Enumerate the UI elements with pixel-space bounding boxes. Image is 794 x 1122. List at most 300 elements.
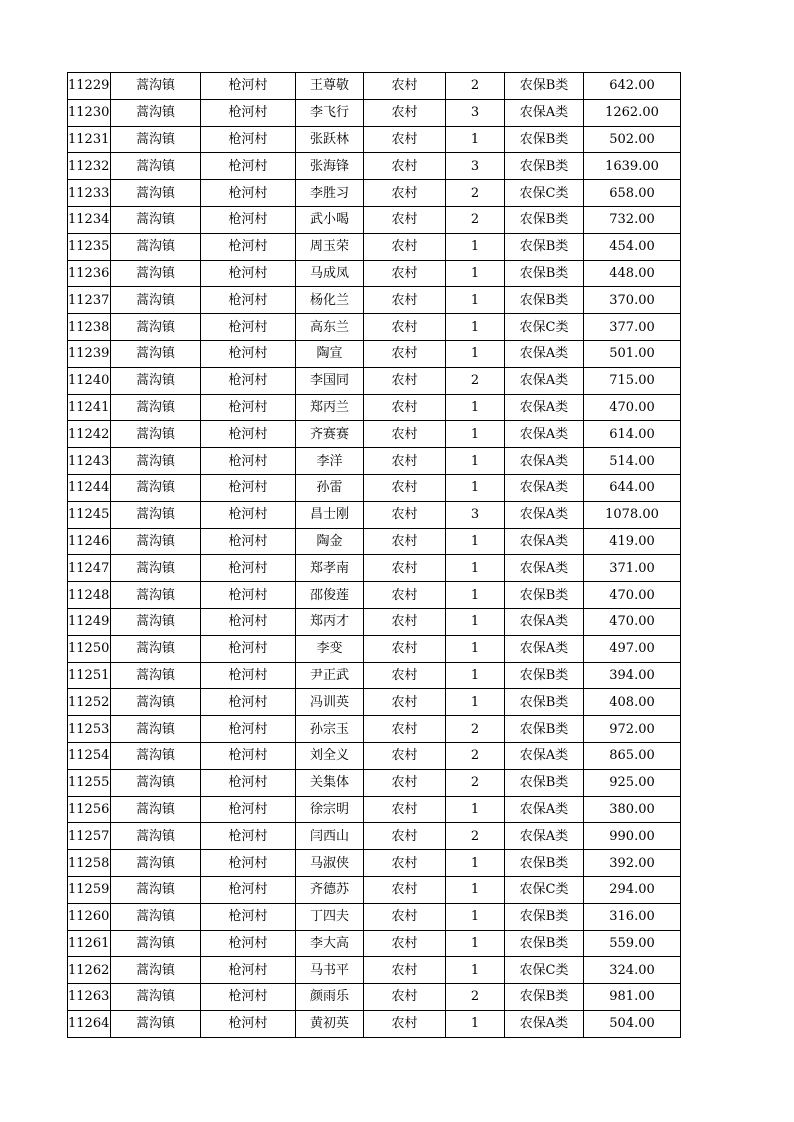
name-cell: 徐宗明 bbox=[296, 796, 364, 823]
insurance-class-cell: 农保A类 bbox=[505, 555, 584, 582]
amount-cell: 501.00 bbox=[584, 340, 681, 367]
household-size-cell: 2 bbox=[446, 823, 505, 850]
household-size-cell: 2 bbox=[446, 984, 505, 1011]
household-size-cell: 1 bbox=[446, 314, 505, 341]
record-id: 11237 bbox=[68, 287, 111, 314]
area-type-cell: 农村 bbox=[364, 769, 446, 796]
table-row bbox=[68, 823, 681, 850]
town-cell: 蒿沟镇 bbox=[111, 850, 201, 877]
record-id: 11255 bbox=[68, 769, 111, 796]
name-cell: 郑孝南 bbox=[296, 555, 364, 582]
name-cell: 孙宗玉 bbox=[296, 716, 364, 743]
name-cell: 王尊敬 bbox=[296, 73, 364, 100]
town-cell: 蒿沟镇 bbox=[111, 340, 201, 367]
area-type-cell: 农村 bbox=[364, 501, 446, 528]
town-cell: 蒿沟镇 bbox=[111, 984, 201, 1011]
record-id: 11257 bbox=[68, 823, 111, 850]
town-cell: 蒿沟镇 bbox=[111, 528, 201, 555]
village-cell: 枪河村 bbox=[201, 957, 296, 984]
area-type-cell: 农村 bbox=[364, 528, 446, 555]
record-id: 11246 bbox=[68, 528, 111, 555]
insurance-class-cell: 农保A类 bbox=[505, 367, 584, 394]
table-row bbox=[68, 1010, 681, 1037]
table-row bbox=[68, 394, 681, 421]
record-id: 11236 bbox=[68, 260, 111, 287]
household-size-cell: 2 bbox=[446, 742, 505, 769]
insurance-class-cell: 农保A类 bbox=[505, 448, 584, 475]
table-row bbox=[68, 876, 681, 903]
village-cell: 枪河村 bbox=[201, 716, 296, 743]
record-id: 11247 bbox=[68, 555, 111, 582]
table-row bbox=[68, 957, 681, 984]
name-cell: 张海锋 bbox=[296, 153, 364, 180]
record-id: 11234 bbox=[68, 206, 111, 233]
area-type-cell: 农村 bbox=[364, 608, 446, 635]
area-type-cell: 农村 bbox=[364, 742, 446, 769]
roster-table bbox=[67, 72, 681, 1038]
village-cell: 枪河村 bbox=[201, 930, 296, 957]
area-type-cell: 农村 bbox=[364, 876, 446, 903]
insurance-class-cell: 农保B类 bbox=[505, 903, 584, 930]
table-row bbox=[68, 635, 681, 662]
table-row bbox=[68, 662, 681, 689]
village-cell: 枪河村 bbox=[201, 689, 296, 716]
amount-cell: 454.00 bbox=[584, 233, 681, 260]
name-cell: 高东兰 bbox=[296, 314, 364, 341]
area-type-cell: 农村 bbox=[364, 367, 446, 394]
household-size-cell: 2 bbox=[446, 769, 505, 796]
name-cell: 李国同 bbox=[296, 367, 364, 394]
village-cell: 枪河村 bbox=[201, 769, 296, 796]
amount-cell: 370.00 bbox=[584, 287, 681, 314]
record-id: 11258 bbox=[68, 850, 111, 877]
household-size-cell: 2 bbox=[446, 716, 505, 743]
record-id: 11235 bbox=[68, 233, 111, 260]
insurance-class-cell: 农保B类 bbox=[505, 582, 584, 609]
town-cell: 蒿沟镇 bbox=[111, 582, 201, 609]
village-cell: 枪河村 bbox=[201, 314, 296, 341]
table-row bbox=[68, 716, 681, 743]
village-cell: 枪河村 bbox=[201, 582, 296, 609]
table-row bbox=[68, 608, 681, 635]
village-cell: 枪河村 bbox=[201, 823, 296, 850]
table-row bbox=[68, 903, 681, 930]
name-cell: 闫西山 bbox=[296, 823, 364, 850]
amount-cell: 1262.00 bbox=[584, 99, 681, 126]
town-cell: 蒿沟镇 bbox=[111, 260, 201, 287]
amount-cell: 502.00 bbox=[584, 126, 681, 153]
household-size-cell: 1 bbox=[446, 340, 505, 367]
area-type-cell: 农村 bbox=[364, 930, 446, 957]
amount-cell: 394.00 bbox=[584, 662, 681, 689]
household-size-cell: 3 bbox=[446, 501, 505, 528]
amount-cell: 371.00 bbox=[584, 555, 681, 582]
insurance-class-cell: 农保B类 bbox=[505, 689, 584, 716]
name-cell: 杨化兰 bbox=[296, 287, 364, 314]
town-cell: 蒿沟镇 bbox=[111, 742, 201, 769]
table-row bbox=[68, 260, 681, 287]
amount-cell: 642.00 bbox=[584, 73, 681, 100]
village-cell: 枪河村 bbox=[201, 1010, 296, 1037]
insurance-class-cell: 农保B类 bbox=[505, 930, 584, 957]
town-cell: 蒿沟镇 bbox=[111, 903, 201, 930]
amount-cell: 419.00 bbox=[584, 528, 681, 555]
town-cell: 蒿沟镇 bbox=[111, 689, 201, 716]
village-cell: 枪河村 bbox=[201, 850, 296, 877]
village-cell: 枪河村 bbox=[201, 73, 296, 100]
table-row bbox=[68, 448, 681, 475]
name-cell: 马成凤 bbox=[296, 260, 364, 287]
amount-cell: 324.00 bbox=[584, 957, 681, 984]
town-cell: 蒿沟镇 bbox=[111, 876, 201, 903]
insurance-class-cell: 农保C类 bbox=[505, 180, 584, 207]
record-id: 11256 bbox=[68, 796, 111, 823]
table-row bbox=[68, 555, 681, 582]
household-size-cell: 1 bbox=[446, 930, 505, 957]
amount-cell: 732.00 bbox=[584, 206, 681, 233]
household-size-cell: 1 bbox=[446, 474, 505, 501]
household-size-cell: 1 bbox=[446, 448, 505, 475]
insurance-class-cell: 农保A类 bbox=[505, 742, 584, 769]
area-type-cell: 农村 bbox=[364, 984, 446, 1011]
record-id: 11262 bbox=[68, 957, 111, 984]
area-type-cell: 农村 bbox=[364, 314, 446, 341]
record-id: 11238 bbox=[68, 314, 111, 341]
area-type-cell: 农村 bbox=[364, 126, 446, 153]
area-type-cell: 农村 bbox=[364, 73, 446, 100]
table-row bbox=[68, 689, 681, 716]
name-cell: 丁四夫 bbox=[296, 903, 364, 930]
town-cell: 蒿沟镇 bbox=[111, 957, 201, 984]
household-size-cell: 1 bbox=[446, 957, 505, 984]
household-size-cell: 1 bbox=[446, 1010, 505, 1037]
insurance-class-cell: 农保B类 bbox=[505, 850, 584, 877]
household-size-cell: 1 bbox=[446, 582, 505, 609]
household-size-cell: 1 bbox=[446, 260, 505, 287]
table-row bbox=[68, 206, 681, 233]
record-id: 11242 bbox=[68, 421, 111, 448]
insurance-class-cell: 农保B类 bbox=[505, 153, 584, 180]
town-cell: 蒿沟镇 bbox=[111, 608, 201, 635]
name-cell: 马淑侠 bbox=[296, 850, 364, 877]
table-row bbox=[68, 287, 681, 314]
village-cell: 枪河村 bbox=[201, 180, 296, 207]
area-type-cell: 农村 bbox=[364, 394, 446, 421]
table-row bbox=[68, 180, 681, 207]
area-type-cell: 农村 bbox=[364, 206, 446, 233]
amount-cell: 316.00 bbox=[584, 903, 681, 930]
insurance-class-cell: 农保B类 bbox=[505, 126, 584, 153]
name-cell: 齐德苏 bbox=[296, 876, 364, 903]
area-type-cell: 农村 bbox=[364, 448, 446, 475]
town-cell: 蒿沟镇 bbox=[111, 314, 201, 341]
record-id: 11233 bbox=[68, 180, 111, 207]
amount-cell: 559.00 bbox=[584, 930, 681, 957]
name-cell: 颜雨乐 bbox=[296, 984, 364, 1011]
household-size-cell: 1 bbox=[446, 876, 505, 903]
insurance-class-cell: 农保A类 bbox=[505, 394, 584, 421]
area-type-cell: 农村 bbox=[364, 99, 446, 126]
name-cell: 马书平 bbox=[296, 957, 364, 984]
household-size-cell: 1 bbox=[446, 903, 505, 930]
table-row bbox=[68, 233, 681, 260]
area-type-cell: 农村 bbox=[364, 260, 446, 287]
amount-cell: 408.00 bbox=[584, 689, 681, 716]
village-cell: 枪河村 bbox=[201, 796, 296, 823]
area-type-cell: 农村 bbox=[364, 1010, 446, 1037]
table-row bbox=[68, 930, 681, 957]
village-cell: 枪河村 bbox=[201, 662, 296, 689]
area-type-cell: 农村 bbox=[364, 689, 446, 716]
town-cell: 蒿沟镇 bbox=[111, 769, 201, 796]
name-cell: 齐赛赛 bbox=[296, 421, 364, 448]
record-id: 11249 bbox=[68, 608, 111, 635]
village-cell: 枪河村 bbox=[201, 876, 296, 903]
amount-cell: 380.00 bbox=[584, 796, 681, 823]
household-size-cell: 3 bbox=[446, 99, 505, 126]
amount-cell: 925.00 bbox=[584, 769, 681, 796]
town-cell: 蒿沟镇 bbox=[111, 501, 201, 528]
name-cell: 郑丙才 bbox=[296, 608, 364, 635]
table-row bbox=[68, 367, 681, 394]
name-cell: 周玉荣 bbox=[296, 233, 364, 260]
record-id: 11250 bbox=[68, 635, 111, 662]
table-row bbox=[68, 582, 681, 609]
area-type-cell: 农村 bbox=[364, 340, 446, 367]
insurance-class-cell: 农保A类 bbox=[505, 823, 584, 850]
area-type-cell: 农村 bbox=[364, 850, 446, 877]
record-id: 11264 bbox=[68, 1010, 111, 1037]
insurance-class-cell: 农保B类 bbox=[505, 287, 584, 314]
amount-cell: 377.00 bbox=[584, 314, 681, 341]
amount-cell: 990.00 bbox=[584, 823, 681, 850]
household-size-cell: 1 bbox=[446, 528, 505, 555]
town-cell: 蒿沟镇 bbox=[111, 233, 201, 260]
amount-cell: 470.00 bbox=[584, 608, 681, 635]
area-type-cell: 农村 bbox=[364, 716, 446, 743]
amount-cell: 448.00 bbox=[584, 260, 681, 287]
village-cell: 枪河村 bbox=[201, 394, 296, 421]
insurance-class-cell: 农保C类 bbox=[505, 957, 584, 984]
amount-cell: 1639.00 bbox=[584, 153, 681, 180]
name-cell: 李飞行 bbox=[296, 99, 364, 126]
town-cell: 蒿沟镇 bbox=[111, 126, 201, 153]
amount-cell: 715.00 bbox=[584, 367, 681, 394]
insurance-class-cell: 农保A类 bbox=[505, 796, 584, 823]
record-id: 11243 bbox=[68, 448, 111, 475]
household-size-cell: 1 bbox=[446, 287, 505, 314]
name-cell: 陶金 bbox=[296, 528, 364, 555]
record-id: 11254 bbox=[68, 742, 111, 769]
table-row bbox=[68, 99, 681, 126]
record-id: 11240 bbox=[68, 367, 111, 394]
household-size-cell: 1 bbox=[446, 689, 505, 716]
record-id: 11263 bbox=[68, 984, 111, 1011]
record-id: 11248 bbox=[68, 582, 111, 609]
amount-cell: 865.00 bbox=[584, 742, 681, 769]
town-cell: 蒿沟镇 bbox=[111, 421, 201, 448]
table-row bbox=[68, 796, 681, 823]
name-cell: 黄初英 bbox=[296, 1010, 364, 1037]
record-id: 11245 bbox=[68, 501, 111, 528]
village-cell: 枪河村 bbox=[201, 153, 296, 180]
household-size-cell: 1 bbox=[446, 635, 505, 662]
village-cell: 枪河村 bbox=[201, 421, 296, 448]
area-type-cell: 农村 bbox=[364, 823, 446, 850]
town-cell: 蒿沟镇 bbox=[111, 394, 201, 421]
village-cell: 枪河村 bbox=[201, 555, 296, 582]
record-id: 11229 bbox=[68, 73, 111, 100]
name-cell: 张跃林 bbox=[296, 126, 364, 153]
insurance-class-cell: 农保A类 bbox=[505, 1010, 584, 1037]
area-type-cell: 农村 bbox=[364, 582, 446, 609]
name-cell: 李洋 bbox=[296, 448, 364, 475]
household-size-cell: 1 bbox=[446, 394, 505, 421]
name-cell: 昌士刚 bbox=[296, 501, 364, 528]
area-type-cell: 农村 bbox=[364, 474, 446, 501]
household-size-cell: 1 bbox=[446, 421, 505, 448]
household-size-cell: 2 bbox=[446, 73, 505, 100]
area-type-cell: 农村 bbox=[364, 287, 446, 314]
village-cell: 枪河村 bbox=[201, 635, 296, 662]
area-type-cell: 农村 bbox=[364, 957, 446, 984]
record-id: 11232 bbox=[68, 153, 111, 180]
amount-cell: 514.00 bbox=[584, 448, 681, 475]
record-id: 11252 bbox=[68, 689, 111, 716]
insurance-class-cell: 农保C类 bbox=[505, 314, 584, 341]
record-id: 11230 bbox=[68, 99, 111, 126]
town-cell: 蒿沟镇 bbox=[111, 180, 201, 207]
village-cell: 枪河村 bbox=[201, 448, 296, 475]
household-size-cell: 2 bbox=[446, 206, 505, 233]
table-row bbox=[68, 73, 681, 100]
record-id: 11253 bbox=[68, 716, 111, 743]
household-size-cell: 1 bbox=[446, 608, 505, 635]
town-cell: 蒿沟镇 bbox=[111, 99, 201, 126]
table-row bbox=[68, 769, 681, 796]
household-size-cell: 3 bbox=[446, 153, 505, 180]
record-id: 11259 bbox=[68, 876, 111, 903]
area-type-cell: 农村 bbox=[364, 153, 446, 180]
household-size-cell: 1 bbox=[446, 555, 505, 582]
town-cell: 蒿沟镇 bbox=[111, 823, 201, 850]
record-id: 11260 bbox=[68, 903, 111, 930]
village-cell: 枪河村 bbox=[201, 206, 296, 233]
town-cell: 蒿沟镇 bbox=[111, 73, 201, 100]
insurance-class-cell: 农保A类 bbox=[505, 608, 584, 635]
village-cell: 枪河村 bbox=[201, 608, 296, 635]
area-type-cell: 农村 bbox=[364, 662, 446, 689]
amount-cell: 658.00 bbox=[584, 180, 681, 207]
amount-cell: 294.00 bbox=[584, 876, 681, 903]
record-id: 11239 bbox=[68, 340, 111, 367]
amount-cell: 1078.00 bbox=[584, 501, 681, 528]
area-type-cell: 农村 bbox=[364, 903, 446, 930]
village-cell: 枪河村 bbox=[201, 260, 296, 287]
insurance-class-cell: 农保A类 bbox=[505, 474, 584, 501]
town-cell: 蒿沟镇 bbox=[111, 930, 201, 957]
household-size-cell: 1 bbox=[446, 796, 505, 823]
record-id: 11244 bbox=[68, 474, 111, 501]
village-cell: 枪河村 bbox=[201, 474, 296, 501]
roster-body bbox=[68, 73, 681, 1038]
table-row bbox=[68, 501, 681, 528]
insurance-class-cell: 农保A类 bbox=[505, 99, 584, 126]
table-row bbox=[68, 126, 681, 153]
village-cell: 枪河村 bbox=[201, 287, 296, 314]
name-cell: 尹正武 bbox=[296, 662, 364, 689]
town-cell: 蒿沟镇 bbox=[111, 448, 201, 475]
table-row bbox=[68, 528, 681, 555]
insurance-class-cell: 农保B类 bbox=[505, 769, 584, 796]
insurance-class-cell: 农保B类 bbox=[505, 984, 584, 1011]
town-cell: 蒿沟镇 bbox=[111, 206, 201, 233]
amount-cell: 981.00 bbox=[584, 984, 681, 1011]
amount-cell: 504.00 bbox=[584, 1010, 681, 1037]
insurance-class-cell: 农保A类 bbox=[505, 340, 584, 367]
village-cell: 枪河村 bbox=[201, 99, 296, 126]
insurance-class-cell: 农保B类 bbox=[505, 662, 584, 689]
town-cell: 蒿沟镇 bbox=[111, 474, 201, 501]
town-cell: 蒿沟镇 bbox=[111, 662, 201, 689]
village-cell: 枪河村 bbox=[201, 528, 296, 555]
village-cell: 枪河村 bbox=[201, 742, 296, 769]
insurance-class-cell: 农保B类 bbox=[505, 716, 584, 743]
table-row bbox=[68, 742, 681, 769]
town-cell: 蒿沟镇 bbox=[111, 635, 201, 662]
table-row bbox=[68, 421, 681, 448]
insurance-class-cell: 农保A类 bbox=[505, 528, 584, 555]
town-cell: 蒿沟镇 bbox=[111, 796, 201, 823]
area-type-cell: 农村 bbox=[364, 555, 446, 582]
area-type-cell: 农村 bbox=[364, 635, 446, 662]
town-cell: 蒿沟镇 bbox=[111, 1010, 201, 1037]
name-cell: 郑丙兰 bbox=[296, 394, 364, 421]
village-cell: 枪河村 bbox=[201, 903, 296, 930]
table-row bbox=[68, 850, 681, 877]
household-size-cell: 1 bbox=[446, 850, 505, 877]
record-id: 11251 bbox=[68, 662, 111, 689]
village-cell: 枪河村 bbox=[201, 233, 296, 260]
household-size-cell: 2 bbox=[446, 180, 505, 207]
amount-cell: 972.00 bbox=[584, 716, 681, 743]
record-id: 11241 bbox=[68, 394, 111, 421]
town-cell: 蒿沟镇 bbox=[111, 367, 201, 394]
village-cell: 枪河村 bbox=[201, 501, 296, 528]
village-cell: 枪河村 bbox=[201, 340, 296, 367]
table-row bbox=[68, 984, 681, 1011]
amount-cell: 614.00 bbox=[584, 421, 681, 448]
household-size-cell: 1 bbox=[446, 662, 505, 689]
area-type-cell: 农村 bbox=[364, 796, 446, 823]
insurance-class-cell: 农保B类 bbox=[505, 233, 584, 260]
amount-cell: 392.00 bbox=[584, 850, 681, 877]
record-id: 11231 bbox=[68, 126, 111, 153]
insurance-class-cell: 农保B类 bbox=[505, 206, 584, 233]
table-row bbox=[68, 153, 681, 180]
name-cell: 李大高 bbox=[296, 930, 364, 957]
name-cell: 李变 bbox=[296, 635, 364, 662]
name-cell: 李胜习 bbox=[296, 180, 364, 207]
table-row bbox=[68, 314, 681, 341]
area-type-cell: 农村 bbox=[364, 421, 446, 448]
village-cell: 枪河村 bbox=[201, 984, 296, 1011]
insurance-class-cell: 农保A类 bbox=[505, 635, 584, 662]
name-cell: 陶宣 bbox=[296, 340, 364, 367]
name-cell: 邵俊莲 bbox=[296, 582, 364, 609]
insurance-class-cell: 农保B类 bbox=[505, 73, 584, 100]
town-cell: 蒿沟镇 bbox=[111, 287, 201, 314]
